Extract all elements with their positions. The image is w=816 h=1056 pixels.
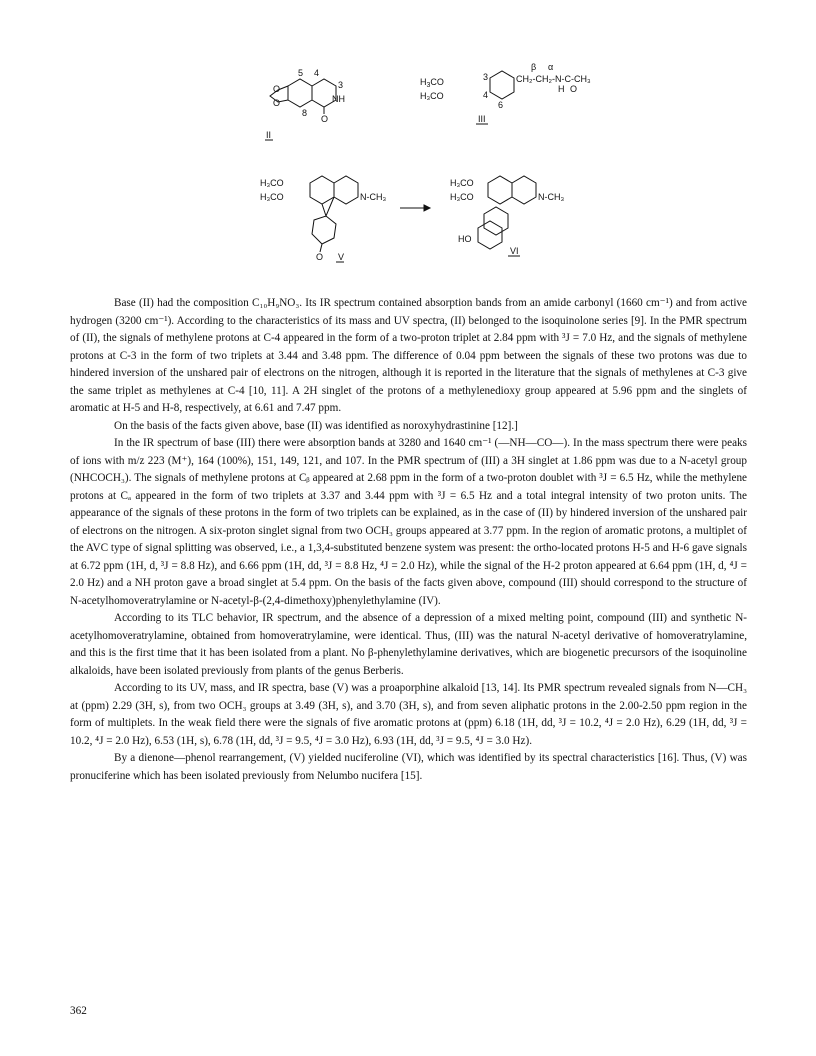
c6-compound-number: VI [510, 246, 519, 256]
structure-VI-ring-a [488, 176, 512, 204]
structure-V-piperidine-ring [334, 176, 358, 204]
c3-beta-label: β [531, 62, 537, 72]
paragraph-4: According to its TLC behavior, IR spectrum, and the absence of a depression of a mixed melting point, compound (III) and synthetic N-acetylhomoveratrylamine, obtained from homoveratrylamine, were identical. Thus, (III) was the natural N-acetyl derivative of homoveratrylamine, and this is the first time that it has been isolated from a plant. No β-phenylethylamine derivatives, which are biogenetic precursors of the isoquinoline alkaloids, have been isolated previously from plants of the genus Berberis. [70, 612, 747, 677]
reaction-arrow [400, 205, 430, 211]
article-body [70, 295, 747, 785]
structure-VI-ring-c [484, 207, 508, 235]
paragraph-1: Base (II) had the composition C₁₀H₉NO₃. Its IR spectrum contained absorption bands from an amide carbonyl (1660 cm⁻¹) and from active hydrogen (3200 cm⁻¹). According to the characteristics of its mass and UV spectra, (II) belonged to the isoquinolone series [9]. In the PMR spectrum of (II), the signals of methylene protons at C-4 appeared in the form of a two-proton triplet at 2.84 ppm with ³J = 7.0 Hz, and the signals of methylene protons at C-3 in the form of two triplets at 3.44 and 3.48 ppm. The difference of 0.04 ppm between the signals of these two protons was due to hindered inversion of the unshared pair of electrons on the nitrogen, although it is reported in the literature that the signals of methylenes at C-3 give the same triplet as methylenes at C-4 [10, 11]. A 2H singlet of the protons of a methylenedioxy group appeared at 5.96 ppm and the singlets of aromatic at H-5 and H-8, respectively, at 6.61 and 7.47 ppm. [70, 297, 747, 414]
c6-nch3: N-CH₃ [538, 192, 565, 202]
structure-VI-ring-b [512, 176, 536, 204]
c6-h3co-a: H₃CO [450, 178, 474, 188]
structure-III [420, 62, 591, 124]
c2-n5-label: 5 [298, 68, 304, 78]
c5-nch3: N-CH₃ [360, 192, 387, 202]
structure-V-carbonyl [320, 244, 322, 252]
c6-h3co-b: H₃CO [450, 192, 474, 202]
arrow-head [424, 205, 430, 211]
structure-V [260, 176, 386, 262]
c2-n3-label: 3 [338, 80, 344, 90]
structure-V-dienone-ring [312, 216, 336, 244]
c5-h3co-a: H₃CO [260, 178, 284, 188]
c3-n6-label: 6 [498, 100, 504, 110]
structure-II [265, 68, 345, 140]
paragraph-5: According to its UV, mass, and IR spectra, base (V) was a proaporphine alkaloid [13, 14]. Its PMR spectrum revealed signals from N—CH₃ at (ppm) 2.29 (3H, s), from two OCH₃ groups at 3.49 (3H, s), and 3.70 (3H, s), and from seven aliphatic protons in the 2.00-2.50 ppm region in the form of multiplets. In the weak field there were the signals of five aromatic protons at (ppm) 6.18 (1H, dd, ³J = 10.2, ⁴J = 2.0 Hz), 6.29 (1H, dd, ³J = 10.2, ⁴J = 2.0 Hz), 6.53 (1H, s), 6.78 (1H, dd, ³J = 9.5, ⁴J = 3.0 Hz), 6.93 (1H, dd, ³J = 9.5, ⁴J = 3.0 Hz). [70, 682, 747, 747]
c2-o1-label: O [273, 84, 281, 94]
c2-o2-label: O [273, 98, 281, 108]
c3-n3-label: 3 [483, 72, 489, 82]
page-number: 362 [70, 1005, 87, 1017]
c2-compound-number: II [266, 130, 272, 140]
c2-n4-label: 4 [314, 68, 320, 78]
c3-h3co-bottom: H₃CO [420, 91, 444, 101]
structures-svg [240, 58, 591, 268]
paragraph-6: By a dienone—phenol rearrangement, (V) yielded nuciferoline (VI), which was identified by its spectral characteristics [16]. Thus, (V) was pronuciferine which has been isolated previously from Nelumbo nucifera [15]. [70, 752, 747, 782]
structure-VI-ring-d [478, 221, 502, 249]
c3-h-label: H [558, 84, 565, 94]
structure-V-cyclopropane [322, 197, 334, 216]
structure-VI [450, 176, 564, 256]
c2-nh-label: NH [332, 94, 345, 104]
structure-V-aromatic-ring [310, 176, 334, 204]
c3-o-label: O [570, 84, 578, 94]
c3-compound-number: III [478, 114, 486, 124]
c3-alpha-label: α [548, 62, 554, 72]
structure-III-benzene-ring [490, 71, 514, 99]
c3-h3co-top: $H_3CO$ [420, 77, 444, 89]
c6-ho: HO [458, 234, 472, 244]
structure-II-benzene-ring [288, 79, 312, 107]
paragraph-3: In the IR spectrum of base (III) there were absorption bands at 3280 and 1640 cm⁻¹ (—NH—CO—). In the mass spectrum there were peaks of ions with m/z 223 (M⁺), 164 (100%), 151, 149, 121, and 107. In the PMR spectrum of (III) a 3H singlet at 1.86 ppm was due to a N-acetyl group (NHCOCH₃). The signals of methylene protons at Cᵦ appeared at 2.68 ppm in the form of a two-proton doublet with ³J = 6.5 Hz, while the methylene protons at Cₐ appeared in the form of two triplets at 3.37 and 3.44 ppm with ³J = 6.5 Hz and a total integral intensity of two proton units. The appearance of the signals of these protons in the form of two triplets can be explained, as in the case of (II) by hindered inversion of the unshared pair of electrons on the nitrogen. A six-proton singlet signal from two OCH₃ groups appeared at 3.77 ppm. In the region of aromatic protons, a multiplet of the AVC type of signal splitting was observed, i.e., a 1,3,4-substituted benzene system was present: the ortho-located protons H-5 and H-6 gave signals at 6.72 ppm (1H, d, ³J = 8.8 Hz), and 6.66 ppm (1H, dd, ³J = 8.8 Hz, ⁴J = 2.0 Hz), while the signal of the H-2 proton appeared at 6.64 ppm (1H, d, ⁴J = 2.0 Hz) and a NH proton gave a broad singlet at 5.4 ppm. On the basis of the facts given above, compound (III) should correspond to the structure of N-acetylhomoveratrylamine or N-acetyl-β-(2,4-dimethoxy)phenylethylamine (IV). [70, 437, 747, 607]
paragraph-2: On the basis of the facts given above, base (II) was identified as noroxyhydrastinine [12].] [114, 419, 518, 432]
c3-n4-label: 4 [483, 90, 489, 100]
c5-o: O [316, 252, 324, 262]
c3-chain-label: CH₂-CH₂-N-C-CH₃ [516, 74, 591, 84]
chemical-structures-figure [240, 58, 591, 268]
c5-h3co-b: H₃CO [260, 192, 284, 202]
c5-compound-number: V [338, 252, 345, 262]
c2-n8-label: 8 [302, 108, 308, 118]
c2-carbonyl-o-label: O [321, 114, 329, 124]
